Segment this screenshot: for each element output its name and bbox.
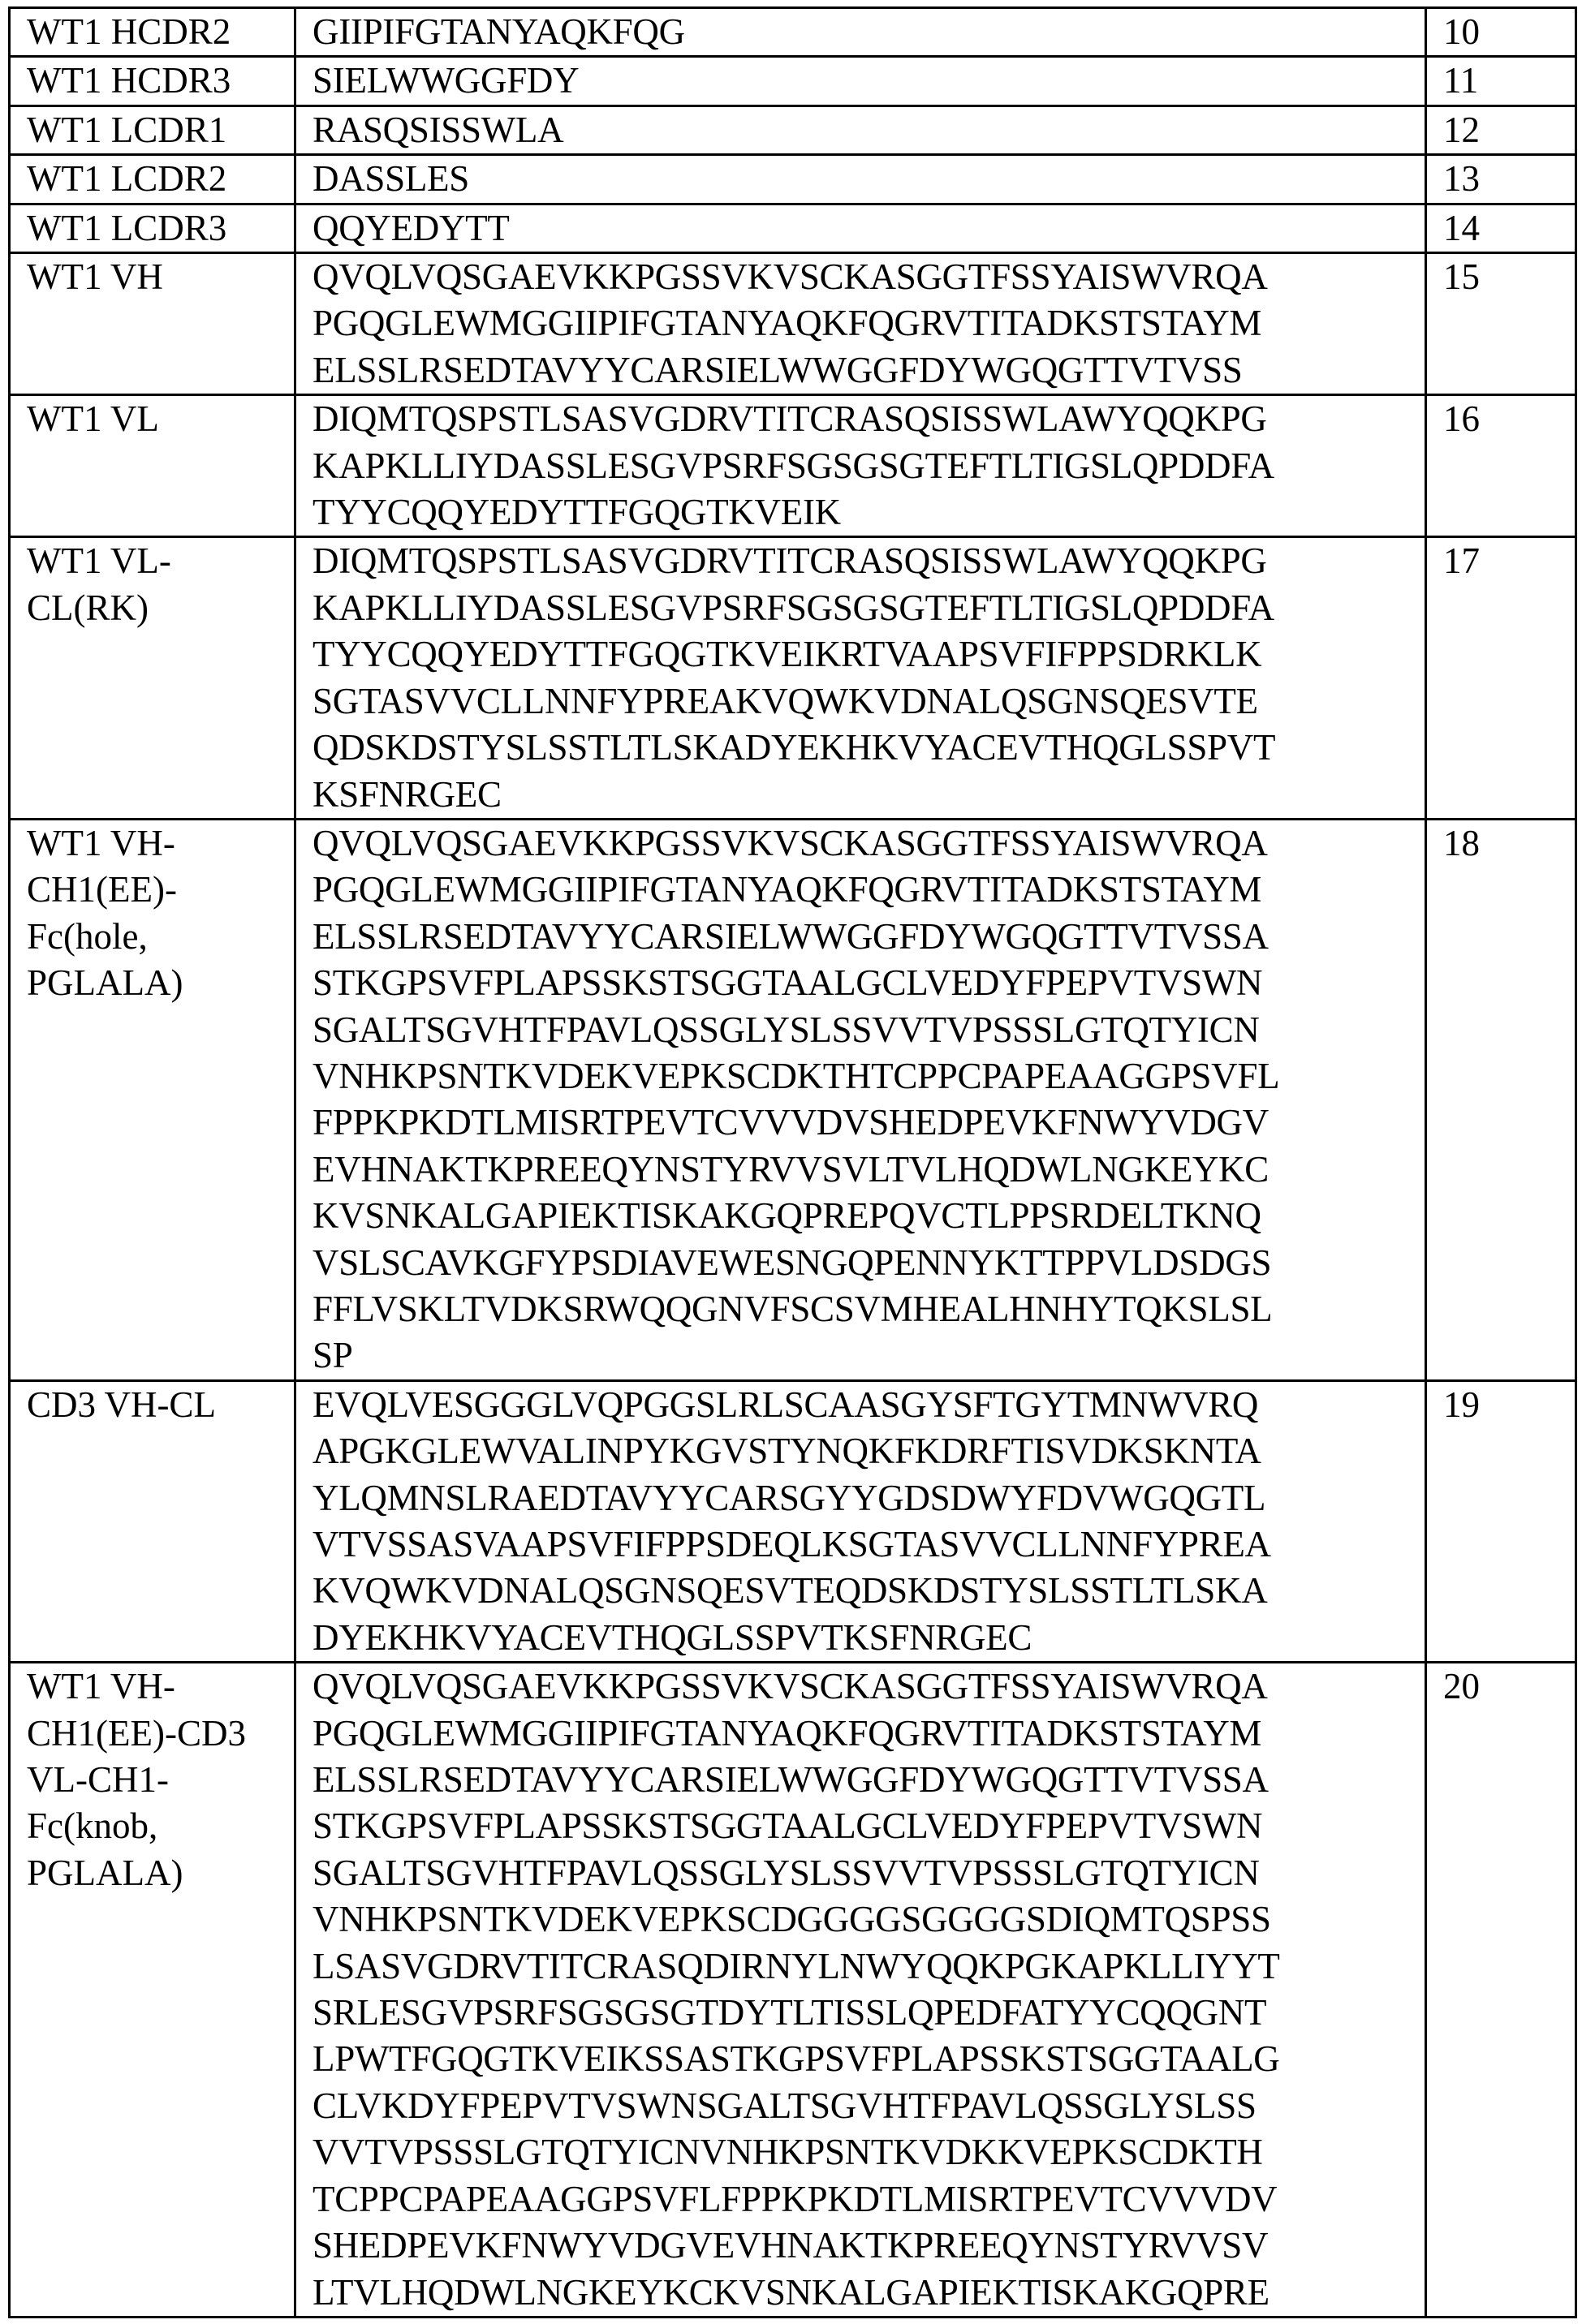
sequence-cell-line: QVQLVQSGAEVKKPGSSVKVSCKASGGTFSSYAISWVRQA xyxy=(313,1663,1425,1710)
construct-name-cell-line: WT1 HCDR3 xyxy=(27,58,294,104)
sequence-cell-line: STKGPSVFPLAPSSKSTSGGTAALGCLVEDYFPEPVTVSWN xyxy=(313,960,1425,1006)
construct-name-cell xyxy=(10,1663,295,2318)
construct-name-cell-line: WT1 VL xyxy=(27,396,294,442)
sequence-cell-line: RASQSISSWLA xyxy=(313,107,1425,153)
construct-name-cell-line: WT1 LCDR1 xyxy=(27,107,294,153)
sequence-cell xyxy=(295,8,1426,57)
table-row xyxy=(10,57,1576,105)
construct-name-cell-line: CD3 VH-CL xyxy=(27,1382,294,1428)
sequence-cell-line: PGQGLEWMGGIIPIFGTANYAQKFQGRVTITADKSTSTAYM xyxy=(313,300,1425,346)
sequence-cell-line: DYEKHKVYACEVTHQGLSSPVTKSFNRGEC xyxy=(313,1615,1425,1661)
seq-id-number-cell: 19 xyxy=(1426,1380,1576,1662)
sequence-cell xyxy=(295,1380,1426,1662)
sequence-cell-line: TYYCQQYEDYTTFGQGTKVEIKRTVAAPSVFIFPPSDRKLK xyxy=(313,631,1425,678)
seq-id-number-cell: 20 xyxy=(1426,1663,1576,2318)
sequence-cell-line: KVQWKVDNALQSGNSQESVTEQDSKDSTYSLSSTLTLSKA xyxy=(313,1568,1425,1614)
sequence-cell-line: FPPKPKDTLMISRTPEVTCVVVDVSHEDPEVKFNWYVDGV xyxy=(313,1100,1425,1146)
sequence-cell-line: DIQMTQSPSTLSASVGDRVTITCRASQSISSWLAWYQQKPG xyxy=(313,538,1425,584)
sequence-cell-line: LTVLHQDWLNGKEYKCKVSNKALGAPIEKTISKAKGQPRE xyxy=(313,2270,1425,2316)
seq-id-number-cell: 18 xyxy=(1426,819,1576,1380)
construct-name-cell-line: VL-CH1- xyxy=(27,1757,294,1803)
sequence-table-body xyxy=(10,8,1576,2318)
sequence-cell-line: VVTVPSSSLGTQTYICNVNHKPSNTKVDKKVEPKSCDKTH xyxy=(313,2129,1425,2176)
table-row xyxy=(10,253,1576,395)
sequence-cell-line: STKGPSVFPLAPSSKSTSGGTAALGCLVEDYFPEPVTVSWN xyxy=(313,1803,1425,1849)
seq-id-number-cell: 13 xyxy=(1426,155,1576,204)
sequence-cell-line: DASSLES xyxy=(313,156,1425,202)
sequence-cell-line: VTVSSASVAAPSVFIFPPSDEQLKSGTASVVCLLNNFYPREA xyxy=(313,1521,1425,1568)
construct-name-cell-line: WT1 LCDR2 xyxy=(27,156,294,202)
construct-name-cell xyxy=(10,253,295,395)
construct-name-cell-line: Fc(knob, xyxy=(27,1803,294,1849)
table-row xyxy=(10,105,1576,154)
table-row xyxy=(10,155,1576,204)
sequence-cell-line: SP xyxy=(313,1332,1425,1379)
sequence-cell xyxy=(295,253,1426,395)
sequence-cell-line: KVSNKALGAPIEKTISKAKGQPREPQVCTLPPSRDELTKNQ xyxy=(313,1193,1425,1239)
sequence-cell-line: TYYCQQYEDYTTFGQGTKVEIK xyxy=(313,489,1425,536)
table-row xyxy=(10,395,1576,537)
sequence-cell-line: SGALTSGVHTFPAVLQSSGLYSLSSVVTVPSSSLGTQTYICN xyxy=(313,1850,1425,1896)
sequence-cell-line: LPWTFGQGTKVEIKSSASTKGPSVFPLAPSSKSTSGGTAALG xyxy=(313,2036,1425,2082)
table-row xyxy=(10,1663,1576,2318)
construct-name-cell-line: PGLALA) xyxy=(27,960,294,1006)
table-row xyxy=(10,819,1576,1380)
construct-name-cell-line: WT1 VL- xyxy=(27,538,294,584)
construct-name-cell xyxy=(10,537,295,819)
sequence-cell-line: TCPPCPAPEAAGGPSVFLFPPKPKDTLMISRTPEVTCVVVDV xyxy=(313,2176,1425,2223)
construct-name-cell-line: PGLALA) xyxy=(27,1850,294,1896)
sequence-cell xyxy=(295,395,1426,537)
construct-name-cell-line: WT1 HCDR2 xyxy=(27,9,294,55)
sequence-cell xyxy=(295,105,1426,154)
sequence-cell xyxy=(295,1663,1426,2318)
sequence-cell-line: KAPKLLIYDASSLESGVPSRFSGSGSGTEFTLTIGSLQPDDFA xyxy=(313,585,1425,631)
construct-name-cell-line: WT1 LCDR3 xyxy=(27,205,294,252)
seq-id-number-cell: 15 xyxy=(1426,253,1576,395)
sequence-cell-line: ELSSLRSEDTAVYYCARSIELWWGGFDYWGQGTTVTVSSA xyxy=(313,914,1425,960)
seq-id-number-cell: 14 xyxy=(1426,204,1576,252)
sequence-cell-line: SIELWWGGFDY xyxy=(313,58,1425,104)
sequence-cell-line: KSFNRGEC xyxy=(313,772,1425,818)
seq-id-number-cell: 17 xyxy=(1426,537,1576,819)
sequence-cell-line: EVHNAKTKPREEQYNSTYRVVSVLTVLHQDWLNGKEYKC xyxy=(313,1147,1425,1193)
sequence-cell-line: GIIPIFGTANYAQKFQG xyxy=(313,9,1425,55)
sequence-cell-line: VSLSCAVKGFYPSDIAVEWESNGQPENNYKTTPPVLDSDGS xyxy=(313,1240,1425,1286)
sequence-cell-line: VNHKPSNTKVDEKVEPKSCDKTHTCPPCPAPEAAGGPSVFL xyxy=(313,1053,1425,1100)
sequence-cell-line: APGKGLEWVALINPYKGVSTYNQKFKDRFTISVDKSKNTA xyxy=(313,1428,1425,1474)
table-row xyxy=(10,537,1576,819)
construct-name-cell-line: WT1 VH- xyxy=(27,1663,294,1710)
sequence-cell-line: LSASVGDRVTITCRASQDIRNYLNWYQQKPGKAPKLLIYYT xyxy=(313,1943,1425,1990)
sequence-cell-line: DIQMTQSPSTLSASVGDRVTITCRASQSISSWLAWYQQKPG xyxy=(313,396,1425,442)
sequence-table xyxy=(8,6,1577,2318)
sequence-cell-line: ELSSLRSEDTAVYYCARSIELWWGGFDYWGQGTTVTVSS xyxy=(313,347,1425,394)
sequence-cell-line: FFLVSKLTVDKSRWQQGNVFSCSVMHEALHNHYTQKSLSL xyxy=(313,1286,1425,1332)
construct-name-cell-line: CH1(EE)- xyxy=(27,867,294,913)
seq-id-number-cell: 12 xyxy=(1426,105,1576,154)
seq-id-number-cell: 11 xyxy=(1426,57,1576,105)
sequence-cell-line: QQYEDYTT xyxy=(313,205,1425,252)
table-row xyxy=(10,204,1576,252)
sequence-cell-line: QVQLVQSGAEVKKPGSSVKVSCKASGGTFSSYAISWVRQA xyxy=(313,254,1425,300)
construct-name-cell xyxy=(10,57,295,105)
sequence-cell-line: SRLESGVPSRFSGSGSGTDYTLTISSLQPEDFATYYCQQGNT xyxy=(313,1990,1425,2036)
construct-name-cell-line: WT1 VH- xyxy=(27,820,294,867)
construct-name-cell xyxy=(10,1380,295,1662)
sequence-cell-line: CLVKDYFPEPVTVSWNSGALTSGVHTFPAVLQSSGLYSLSS xyxy=(313,2083,1425,2129)
table-row xyxy=(10,1380,1576,1662)
sequence-cell-line: SHEDPEVKFNWYVDGVEVHNAKTKPREEQYNSTYRVVSV xyxy=(313,2223,1425,2269)
construct-name-cell xyxy=(10,819,295,1380)
construct-name-cell xyxy=(10,204,295,252)
construct-name-cell xyxy=(10,155,295,204)
sequence-cell xyxy=(295,155,1426,204)
construct-name-cell xyxy=(10,105,295,154)
construct-name-cell-line: CH1(EE)-CD3 xyxy=(27,1711,294,1757)
construct-name-cell-line: Fc(hole, xyxy=(27,914,294,960)
construct-name-cell xyxy=(10,8,295,57)
seq-id-number-cell: 10 xyxy=(1426,8,1576,57)
sequence-cell-line: PGQGLEWMGGIIPIFGTANYAQKFQGRVTITADKSTSTAYM xyxy=(313,867,1425,913)
table-row xyxy=(10,8,1576,57)
sequence-cell-line: VNHKPSNTKVDEKVEPKSCDGGGGSGGGGSDIQMTQSPSS xyxy=(313,1896,1425,1943)
construct-name-cell-line: WT1 VH xyxy=(27,254,294,300)
sequence-cell-line: EVQLVESGGGLVQPGGSLRLSCAASGYSFTGYTMNWVRQ xyxy=(313,1382,1425,1428)
seq-id-number-cell: 16 xyxy=(1426,395,1576,537)
sequence-cell-line: SGALTSGVHTFPAVLQSSGLYSLSSVVTVPSSSLGTQTYICN xyxy=(313,1007,1425,1053)
sequence-cell-line: ELSSLRSEDTAVYYCARSIELWWGGFDYWGQGTTVTVSSA xyxy=(313,1757,1425,1803)
sequence-cell xyxy=(295,57,1426,105)
construct-name-cell xyxy=(10,395,295,537)
sequence-cell-line: KAPKLLIYDASSLESGVPSRFSGSGSGTEFTLTIGSLQPDDFA xyxy=(313,443,1425,489)
sequence-cell-line: QDSKDSTYSLSSTLTLSKADYEKHKVYACEVTHQGLSSPVT xyxy=(313,725,1425,771)
sequence-cell-line: SGTASVVCLLNNFYPREAKVQWKVDNALQSGNSQESVTE xyxy=(313,678,1425,725)
sequence-cell-line: YLQMNSLRAEDTAVYYCARSGYYGDSDWYFDVWGQGTL xyxy=(313,1475,1425,1521)
sequence-cell-line: QVQLVQSGAEVKKPGSSVKVSCKASGGTFSSYAISWVRQA xyxy=(313,820,1425,867)
sequence-cell xyxy=(295,819,1426,1380)
sequence-cell xyxy=(295,537,1426,819)
sequence-cell xyxy=(295,204,1426,252)
construct-name-cell-line: CL(RK) xyxy=(27,585,294,631)
sequence-cell-line: PGQGLEWMGGIIPIFGTANYAQKFQGRVTITADKSTSTAYM xyxy=(313,1711,1425,1757)
